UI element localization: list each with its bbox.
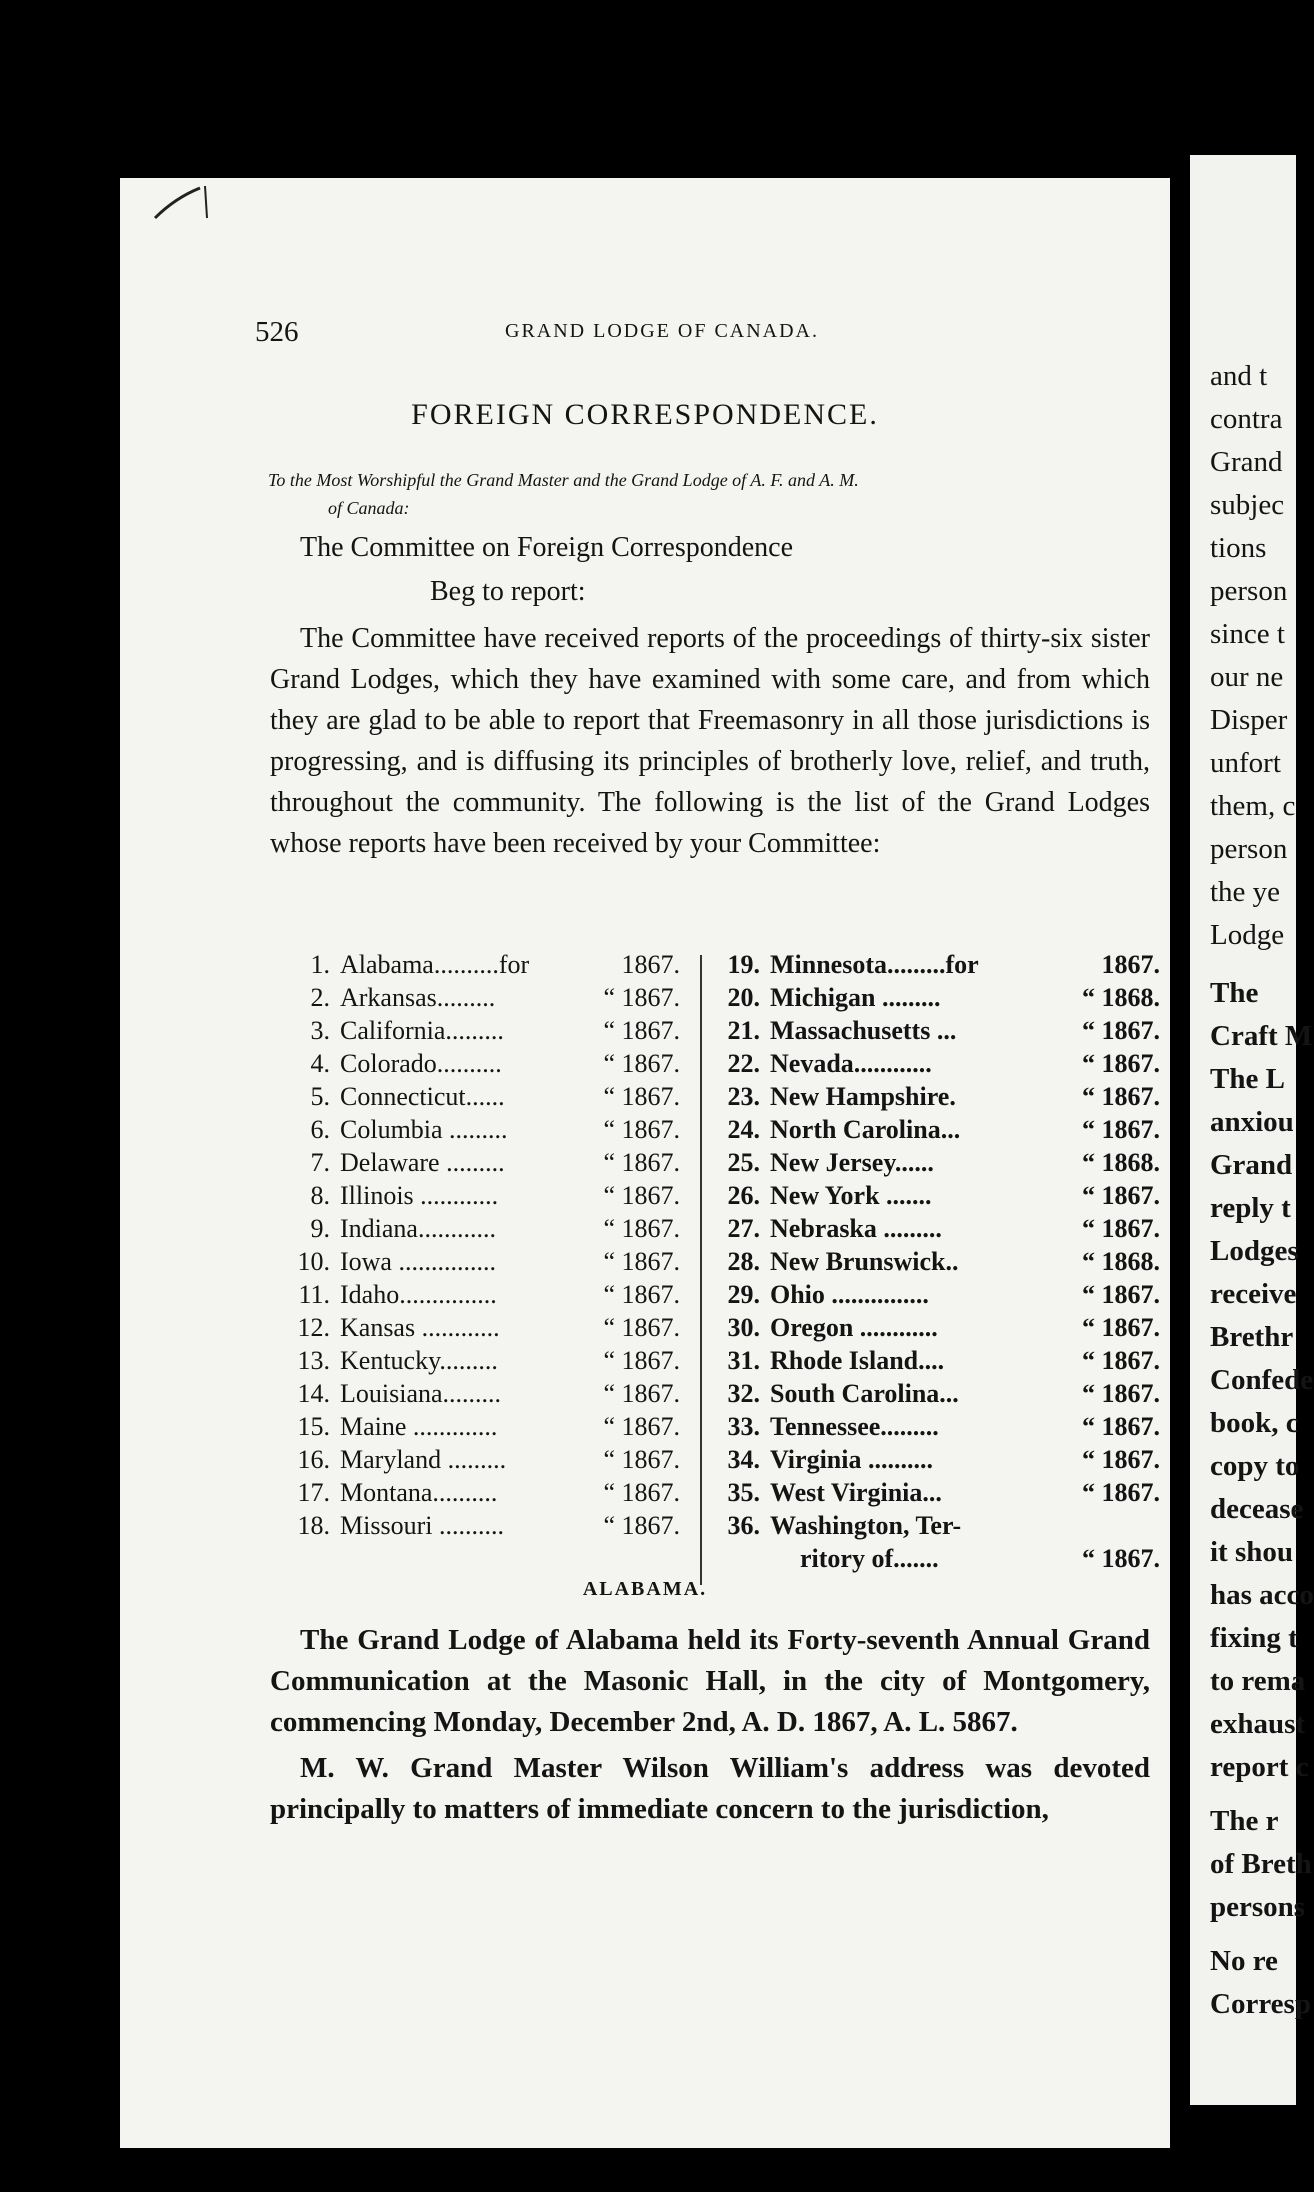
list-item-year: “ 1867. <box>603 983 680 1012</box>
list-item-year: “ 1867. <box>603 1016 680 1045</box>
list-item-number: 22. <box>727 1049 760 1078</box>
list-item-number: 23. <box>727 1082 760 1111</box>
right-page-line: and t <box>1210 360 1268 392</box>
list-item-year: “ 1867. <box>603 1412 680 1441</box>
list-item-number: 7. <box>310 1148 330 1177</box>
list-item-name: Connecticut...... <box>340 1082 505 1111</box>
right-page-line: The r <box>1210 1805 1279 1837</box>
list-item-number: 34. <box>727 1445 760 1474</box>
list-item <box>720 1478 1160 1511</box>
list-item-name: North Carolina... <box>770 1115 961 1144</box>
list-item-year: “ 1867. <box>1082 1478 1160 1507</box>
list-item-year: “ 1867. <box>603 1247 680 1276</box>
list-item-year: “ 1867. <box>1082 1313 1160 1342</box>
committee-line-2: Beg to report: <box>430 576 586 607</box>
alabama-subhead: ALABAMA. <box>582 1578 708 1600</box>
right-page-line: book, c <box>1210 1407 1299 1439</box>
right-page-line: Lodges <box>1210 1235 1299 1267</box>
ink-smudge-mark <box>150 178 210 238</box>
list-item-number: 14. <box>297 1379 330 1408</box>
list-item-year: “ 1867. <box>1082 1049 1160 1078</box>
left-page <box>120 178 1170 2148</box>
list-item <box>290 1049 680 1082</box>
column-divider <box>700 955 702 1585</box>
right-page-line: our ne <box>1210 661 1284 693</box>
right-page-line: subjec <box>1210 489 1285 521</box>
list-item <box>290 983 680 1016</box>
alabama-paragraph-2: M. W. Grand Master Wilson William's address was devoted principally to matters of immediate concern to the jurisdiction, <box>270 1752 1150 1825</box>
right-page-line: Grand <box>1210 1149 1293 1181</box>
alabama-paragraph-1 <box>270 1620 1150 1743</box>
list-item-name: Louisiana......... <box>340 1379 502 1408</box>
list-item <box>720 1115 1160 1148</box>
list-item <box>720 1082 1160 1115</box>
list-item <box>290 1247 680 1280</box>
list-item-number: 20. <box>727 983 760 1012</box>
list-item-year: “ 1867. <box>1082 1379 1160 1408</box>
list-item-number: 33. <box>727 1412 760 1441</box>
right-page-line: of Breth <box>1210 1848 1312 1880</box>
right-page-line: Craft M <box>1210 1020 1313 1052</box>
right-page-line: it shou <box>1210 1536 1294 1568</box>
list-column-right <box>720 950 1160 1577</box>
list-item-number: 28. <box>727 1247 760 1276</box>
list-item-name: New Hampshire. <box>770 1082 956 1111</box>
right-page-line: contra <box>1210 403 1283 435</box>
right-page-line: unfort <box>1210 747 1281 779</box>
list-item-name: Colorado.......... <box>340 1049 502 1078</box>
list-item-year: “ 1868. <box>1082 1247 1160 1276</box>
right-page-line: report c <box>1210 1751 1309 1783</box>
list-item-number: 2. <box>310 983 330 1012</box>
right-page-line: Lodge <box>1210 919 1285 951</box>
committee-heading <box>300 526 793 614</box>
right-page-line: fixing t <box>1210 1622 1298 1654</box>
right-page-line: decease <box>1210 1493 1304 1525</box>
list-item <box>290 1346 680 1379</box>
right-page-line: reply t <box>1210 1192 1291 1224</box>
list-item-number: 29. <box>727 1280 760 1309</box>
list-item-number: 3. <box>310 1016 330 1045</box>
list-item-year: “ 1867. <box>1082 1280 1160 1309</box>
list-item-name: Missouri .......... <box>340 1511 504 1540</box>
running-head: GRAND LODGE OF CANADA. <box>505 320 819 342</box>
list-item-name: Oregon ............ <box>770 1313 938 1342</box>
list-item-year: “ 1867. <box>603 1280 680 1309</box>
page-header <box>255 316 1135 356</box>
list-item-name: Rhode Island.... <box>770 1346 945 1375</box>
list-item-number: 5. <box>310 1082 330 1111</box>
list-item <box>290 1412 680 1445</box>
list-item-number: 31. <box>727 1346 760 1375</box>
list-item-name: Arkansas......... <box>340 983 496 1012</box>
list-item-year: “ 1867. <box>603 1445 680 1474</box>
list-item <box>290 1181 680 1214</box>
list-item-number: 13. <box>297 1346 330 1375</box>
list-item <box>290 1115 680 1148</box>
list-item <box>720 950 1160 983</box>
intro-paragraph <box>270 618 1150 864</box>
list-item-number: 24. <box>727 1115 760 1144</box>
list-item-number: 19. <box>727 950 760 979</box>
list-item <box>720 1247 1160 1280</box>
list-item-name: South Carolina... <box>770 1379 959 1408</box>
list-item-year: “ 1867. <box>603 1049 680 1078</box>
list-item-name: West Virginia... <box>770 1478 942 1507</box>
right-page-line: the ye <box>1210 876 1281 908</box>
list-item-name: Tennessee......... <box>770 1412 939 1441</box>
list-item-number: 21. <box>727 1016 760 1045</box>
list-item-year: 1867. <box>621 950 680 979</box>
list-item <box>290 1016 680 1049</box>
salutation-line-2: of Canada: <box>328 498 410 518</box>
list-item-year: “ 1867. <box>1082 1346 1160 1375</box>
list-item-name: Maine ............. <box>340 1412 498 1441</box>
right-page-line: Confede <box>1210 1364 1314 1396</box>
list-item-name: Idaho............... <box>340 1280 497 1309</box>
list-item <box>290 1280 680 1313</box>
list-item-year: “ 1867. <box>603 1181 680 1210</box>
list-item <box>290 1148 680 1181</box>
right-page-line: anxiou <box>1210 1106 1294 1138</box>
right-page-line: Grand <box>1210 446 1283 478</box>
right-page-line: to rema <box>1210 1665 1306 1697</box>
list-item-name: California......... <box>340 1016 504 1045</box>
right-page-line: person <box>1210 575 1288 607</box>
list-item-name: Indiana............ <box>340 1214 496 1243</box>
list-item-name: New Jersey...... <box>770 1148 934 1177</box>
list-item-year: “ 1868. <box>1082 1148 1160 1177</box>
page-number: 526 <box>255 316 299 348</box>
right-page-line: No re <box>1210 1945 1278 1977</box>
list-item-number: 12. <box>297 1313 330 1342</box>
list-item <box>290 1511 680 1544</box>
list-item-number: 10. <box>297 1247 330 1276</box>
right-page-line: tions <box>1210 532 1267 564</box>
list-item-name: Delaware ......... <box>340 1148 505 1177</box>
list-item-number: 30. <box>727 1313 760 1342</box>
right-page-line: Disper <box>1210 704 1288 736</box>
list-item-number: 32. <box>727 1379 760 1408</box>
list-item-year: “ 1867. <box>603 1115 680 1144</box>
list-item <box>290 1445 680 1478</box>
list-item-name: Kentucky......... <box>340 1346 498 1375</box>
list-item-year: “ 1867. <box>1082 1082 1160 1111</box>
committee-line-1: The Committee on Foreign Correspondence <box>300 532 793 563</box>
list-item-name: Kansas ............ <box>340 1313 500 1342</box>
list-item-year: “ 1868. <box>1082 983 1160 1012</box>
list-item <box>290 1082 680 1115</box>
list-item-number: 36. <box>727 1511 760 1540</box>
list-item <box>720 1016 1160 1049</box>
list-item-name: Massachusetts ... <box>770 1016 957 1045</box>
list-item-year: “ 1867. <box>1082 1544 1160 1573</box>
list-item-year: “ 1867. <box>603 1478 680 1507</box>
intro-paragraph-text: The Committee have received reports of the proceedings of thirty-six sister Grand Lodges, which they have examined with some care, and from which they are glad to be able to report that Freemasonry in all those jurisdictions is progressing, and is diffusing its principles of brotherly love, relief, and truth, throughout the community. The following is the list of the Grand Lodges whose reports have been received by your Committee: <box>270 623 1150 859</box>
salutation <box>268 466 1148 522</box>
list-item-name: Maryland ......... <box>340 1445 507 1474</box>
list-item-name: Virginia .......... <box>770 1445 933 1474</box>
list-item-number: 9. <box>310 1214 330 1243</box>
list-item-name: Montana.......... <box>340 1478 498 1507</box>
list-item-year: “ 1867. <box>1082 1214 1160 1243</box>
list-item-name: Michigan ......... <box>770 983 941 1012</box>
list-item-name: Minnesota.........for <box>770 950 979 979</box>
list-item-name: Columbia ......... <box>340 1115 508 1144</box>
list-item-number: 16. <box>297 1445 330 1474</box>
right-page-line: Brethr <box>1210 1321 1294 1353</box>
section-title: FOREIGN CORRESPONDENCE. <box>411 398 879 431</box>
right-page-line: them, c <box>1210 790 1296 822</box>
list-item <box>720 1280 1160 1313</box>
list-item-name: Ohio ............... <box>770 1280 929 1309</box>
list-item <box>720 1049 1160 1082</box>
list-item-number: 27. <box>727 1214 760 1243</box>
list-item <box>720 1379 1160 1412</box>
right-page-line: has acco <box>1210 1579 1314 1611</box>
list-item-number: 1. <box>310 950 330 979</box>
list-item-name: Iowa ............... <box>340 1247 496 1276</box>
list-item-name: Washington, Ter- <box>770 1511 962 1540</box>
list-item-name: Illinois ............ <box>340 1181 499 1210</box>
right-page-line: person <box>1210 833 1288 865</box>
right-page-line: persons <box>1210 1891 1306 1923</box>
list-item <box>290 950 680 983</box>
right-page-line: copy to <box>1210 1450 1300 1482</box>
list-item-number: 17. <box>297 1478 330 1507</box>
list-item <box>720 1412 1160 1445</box>
list-item-year: “ 1867. <box>603 1379 680 1408</box>
list-item-name: Nebraska ......... <box>770 1214 942 1243</box>
list-item-number: 4. <box>310 1049 330 1078</box>
right-page-line: since t <box>1210 618 1285 650</box>
list-item-name: Alabama..........for <box>340 950 530 979</box>
list-item-name-continued: ritory of....... <box>800 1544 939 1573</box>
list-item-number: 18. <box>297 1511 330 1540</box>
right-page-fragment <box>1190 155 1314 2105</box>
list-item-number: 26. <box>727 1181 760 1210</box>
list-item-name: New York ....... <box>770 1181 932 1210</box>
list-item-number: 35. <box>727 1478 760 1507</box>
list-item-year: “ 1867. <box>1082 1445 1160 1474</box>
list-item <box>720 1214 1160 1247</box>
list-item-year: “ 1867. <box>603 1313 680 1342</box>
right-page-line: Corresp <box>1210 1988 1311 2020</box>
list-item-year: “ 1867. <box>1082 1115 1160 1144</box>
list-item-number: 25. <box>727 1148 760 1177</box>
list-item <box>290 1379 680 1412</box>
list-item <box>720 1313 1160 1346</box>
list-item-year: “ 1867. <box>1082 1412 1160 1441</box>
list-item <box>720 1148 1160 1181</box>
list-column-left <box>290 950 680 1544</box>
list-item <box>720 1445 1160 1478</box>
list-item-name: Nevada............ <box>770 1049 932 1078</box>
list-item-year: “ 1867. <box>603 1082 680 1111</box>
list-item <box>720 1346 1160 1379</box>
list-item-number: 15. <box>297 1412 330 1441</box>
list-item <box>720 983 1160 1016</box>
list-item <box>720 1181 1160 1214</box>
list-item-name: New Brunswick.. <box>770 1247 959 1276</box>
list-item-year: 1867. <box>1101 950 1160 979</box>
list-item <box>290 1214 680 1247</box>
list-item-number: 11. <box>298 1280 330 1309</box>
list-item-year: “ 1867. <box>603 1214 680 1243</box>
list-item-year: “ 1867. <box>1082 1016 1160 1045</box>
list-item-year: “ 1867. <box>603 1346 680 1375</box>
right-page-line: exhaust <box>1210 1708 1306 1740</box>
list-item <box>720 1511 1160 1577</box>
list-item-year: “ 1867. <box>1082 1181 1160 1210</box>
right-page-line: receive <box>1210 1278 1297 1310</box>
list-item-number: 6. <box>310 1115 330 1144</box>
right-page-line: The <box>1210 977 1259 1009</box>
list-item-year: “ 1867. <box>603 1511 680 1540</box>
list-item-year: “ 1867. <box>603 1148 680 1177</box>
salutation-line-1: To the Most Worshipful the Grand Master and the Grand Lodge of A. F. and A. M. <box>268 470 859 490</box>
list-item-number: 8. <box>310 1181 330 1210</box>
right-page-line: The L <box>1210 1063 1285 1095</box>
alabama-paragraph-1-text: The Grand Lodge of Alabama held its Forty-seventh Annual Grand Communication at the Masonic Hall, in the city of Montgomery, commencing Monday, December 2nd, A. D. 1867, A. L. 5867. <box>270 1624 1150 1738</box>
list-item <box>290 1478 680 1511</box>
list-item <box>290 1313 680 1346</box>
